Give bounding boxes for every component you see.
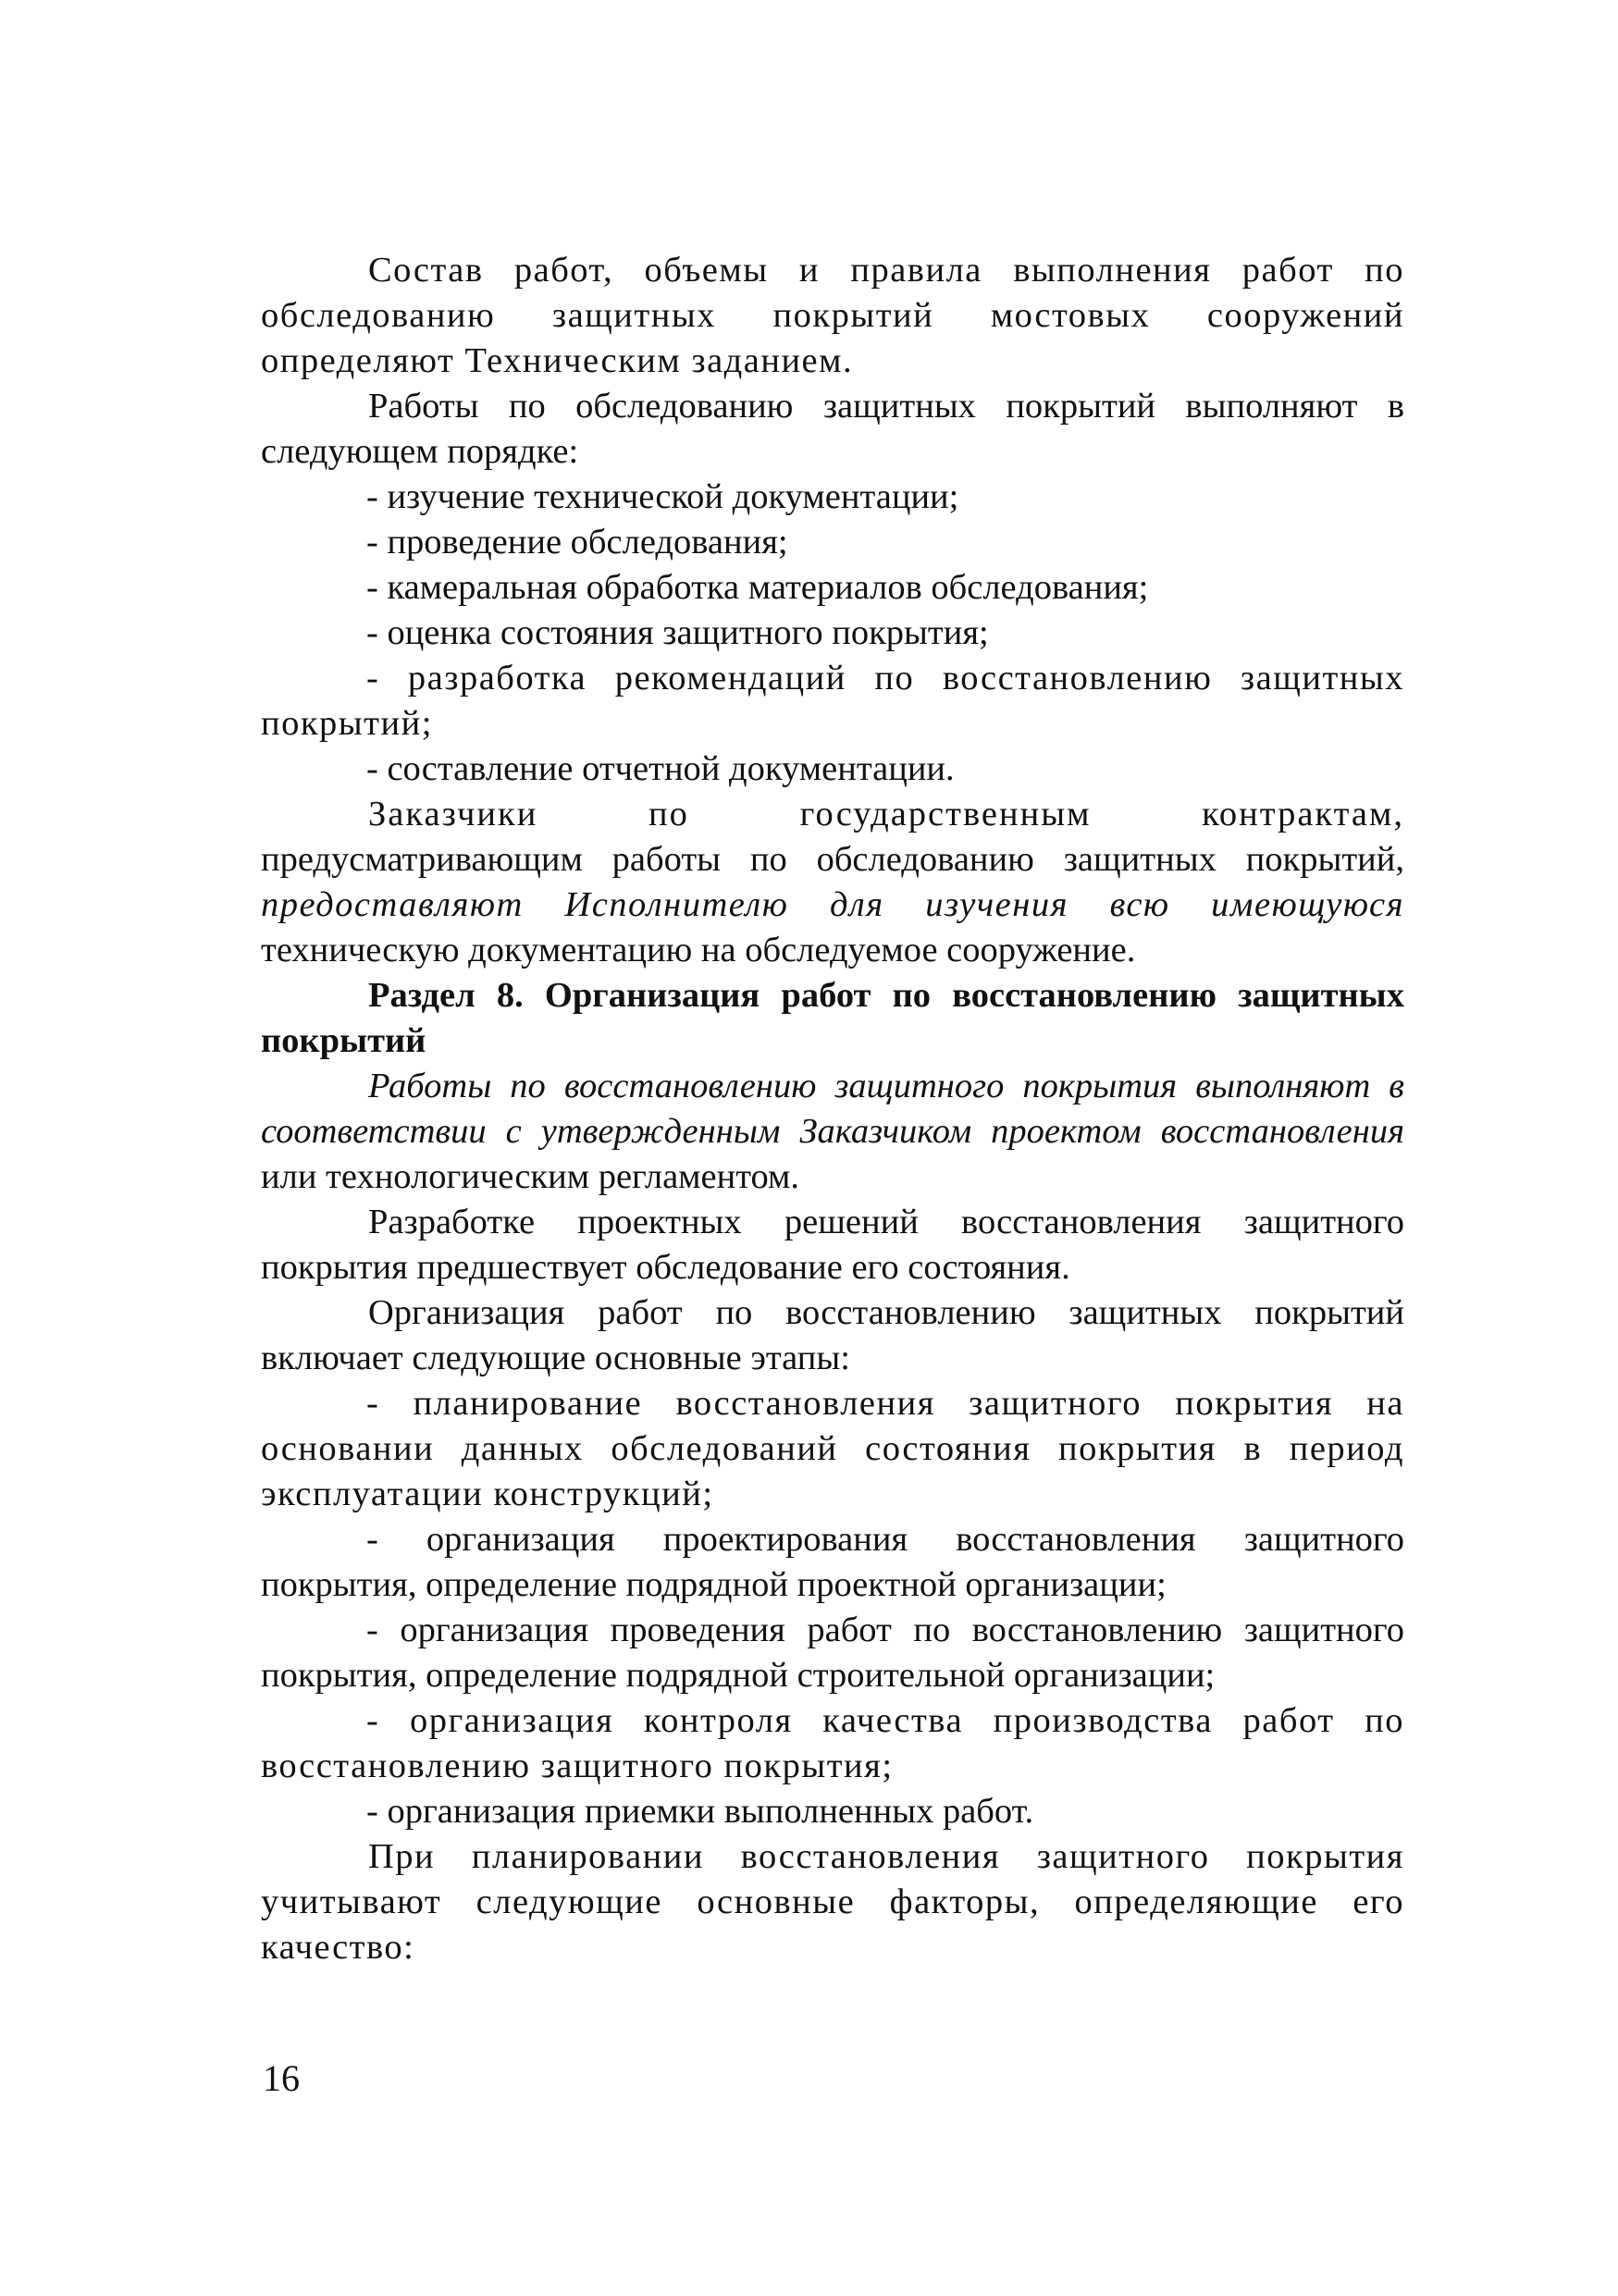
- paragraph-planning-factors: При планировании восстановления защитного покрытия учитывают следующие основные факторы, определяющие его качество:: [261, 1837, 1404, 1967]
- paragraph-scope: Состав работ, объемы и правила выполнения работ по обследованию защитных покрытий мостовых сооружений определяют Техническим заданием.: [261, 251, 1404, 380]
- list-item-survey-step: - проведение обследования;: [366, 523, 788, 562]
- list-item-survey-step: - изучение технической документации;: [366, 477, 959, 516]
- body-text: [261, 248, 1404, 1970]
- list-item-survey-step: - разработка рекомендаций по восстановлению защитных покрытий;: [261, 659, 1404, 743]
- paragraph-order: Работы по обследованию защитных покрытий выполняют в следующем порядке:: [261, 387, 1404, 471]
- paragraph-customers-rest: [261, 837, 1404, 973]
- customers-plain-text: предусматривающим работы по обследованию защитных покрытий,: [261, 840, 1404, 879]
- restoration-basis-end-text: или технологическим регламентом.: [261, 1157, 800, 1196]
- list-item-stage: - организация проведения работ по восстановлению защитного покрытия, определение подрядной строительной организации;: [261, 1611, 1404, 1695]
- paragraph-organization-stages: Организация работ по восстановлению защитных покрытий включает следующие основные этапы:: [261, 1293, 1404, 1377]
- list-item-stage: - планирование восстановления защитного покрытия на основании данных обследований состояния покрытия в период эксплуатации конструкций;: [261, 1384, 1404, 1513]
- customers-end-text: техническую документацию на обследуемое сооружение.: [261, 931, 1136, 969]
- list-item-survey-step: - оценка состояния защитного покрытия;: [366, 613, 989, 652]
- section-heading: Раздел 8. Организация работ по восстановлению защитных покрытий: [261, 976, 1404, 1060]
- list-item-stage: - организация контроля качества производства работ по восстановлению защитного покрытия;: [261, 1701, 1404, 1785]
- restoration-basis-italic-text: Работы по восстановлению защитного покрытия выполняют в соответствии с утвержденным Заказчиком проектом восстановления: [261, 1067, 1404, 1151]
- paragraph-customers-first-line: Заказчики по государственным контрактам,: [368, 795, 1404, 833]
- list-item-survey-step: - составление отчетной документации.: [366, 749, 955, 788]
- paragraph-design-precondition: Разработке проектных решений восстановления защитного покрытия предшествует обследование его состояния.: [261, 1203, 1404, 1287]
- paragraph-restoration-basis: [261, 1064, 1404, 1200]
- customers-italic-text: предоставляют Исполнителю для изучения всю имеющуюся: [261, 885, 1404, 924]
- list-item-stage: - организация проектирования восстановления защитного покрытия, определение подрядной проектной организации;: [261, 1520, 1404, 1604]
- page-number: 16: [263, 2057, 300, 2099]
- list-item-stage: - организация приемки выполненных работ.: [366, 1792, 1034, 1831]
- list-item-survey-step: - камеральная обработка материалов обследования;: [366, 568, 1149, 607]
